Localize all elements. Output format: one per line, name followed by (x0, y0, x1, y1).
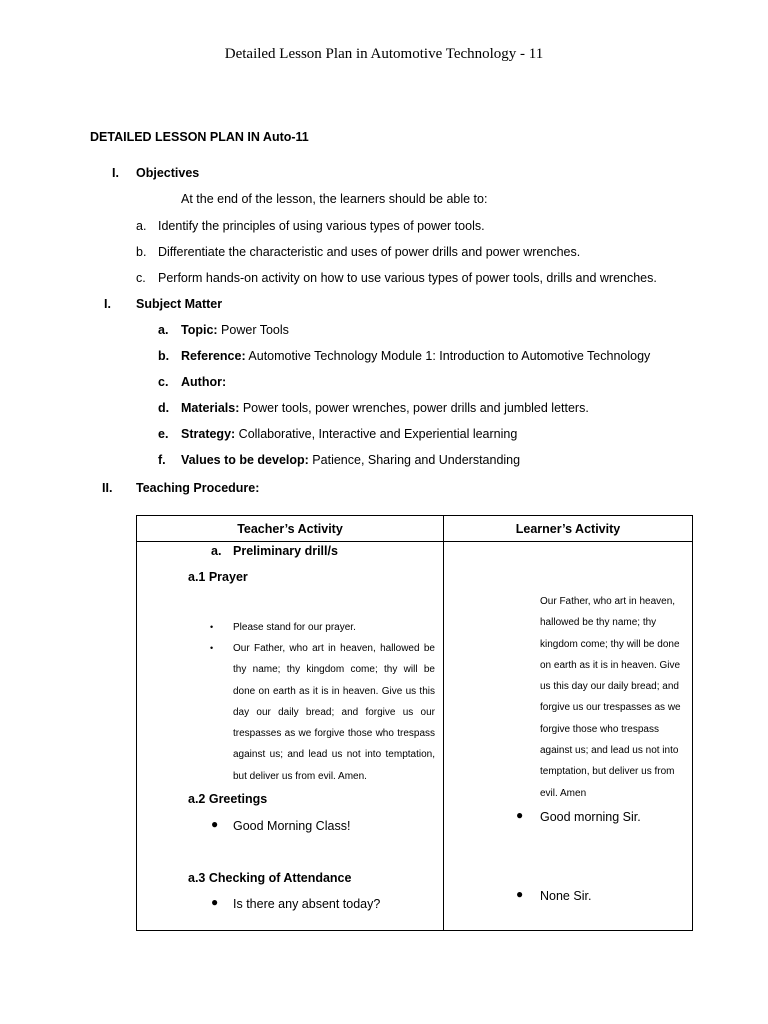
attendance-bullet: Is there any absent today? (233, 897, 381, 911)
objective-marker: b. (136, 245, 147, 259)
subject-label: Strategy: (181, 427, 236, 441)
bullet-icon: • (210, 622, 214, 632)
preliminary-heading: Preliminary drill/s (233, 544, 338, 558)
learner-prayer-text: Our Father, who art in heaven, hallowed be thy name; thy kingdom come; thy will be done on earth as it is in heaven. Give us this day our daily bread; and forgive us our trespasses as we forgive those who trespass against us; and lead us not into temptation, but deliver us from evil. Amen (540, 596, 681, 799)
page-header-title: Detailed Lesson Plan in Automotive Technology - 11 (224, 46, 544, 62)
subject-value: Collaborative, Interactive and Experiential learning (235, 427, 518, 441)
activity-table (136, 515, 693, 931)
subject-value: Power tools, power wrenches, power drills and jumbled letters. (239, 401, 589, 415)
bullet-icon: • (210, 643, 214, 653)
subject-marker: b. (158, 349, 170, 363)
subject-item-author (181, 375, 226, 389)
subject-label: Materials: (181, 401, 240, 415)
greetings-heading: a.2 Greetings (188, 792, 268, 806)
subject-label: Topic: (181, 323, 218, 337)
objectives-numeral: I. (112, 166, 119, 180)
subject-value: Power Tools (217, 323, 289, 337)
subject-matter-heading: Subject Matter (136, 297, 223, 311)
teacher-activity-cell (137, 542, 444, 931)
objective-item: Differentiate the characteristic and uses of power drills and power wrenches. (158, 245, 581, 259)
prayer-bullet-text: Our Father, who art in heaven, hallowed be thy name; thy kingdom come; thy will be done on earth as it is in heaven. Give us this day our daily bread; and forgive us our trespasses as we forgive those who trespass against us; and lead us not into temptation, but deliver us from evil. Amen. (233, 643, 435, 782)
learner-greeting-response: Good morning Sir. (540, 810, 641, 824)
subject-marker: a. (158, 323, 169, 337)
bullet-icon: ● (516, 887, 524, 901)
greeting-bullet: Good Morning Class! (233, 819, 351, 833)
teacher-activity-header: Teacher’s Activity (137, 516, 444, 542)
subject-value: Automotive Technology Module 1: Introduction to Automotive Technology (245, 349, 651, 363)
subject-label: Reference: (181, 349, 246, 363)
document-title: DETAILED LESSON PLAN IN Auto-11 (90, 130, 309, 144)
learner-activity-header: Learner’s Activity (444, 516, 693, 542)
subject-label: Values to be develop: (181, 453, 309, 467)
bullet-icon: ● (516, 808, 524, 822)
prayer-bullet-stand: Please stand for our prayer. (233, 622, 356, 633)
objective-item: Perform hands-on activity on how to use various types of power tools, drills and wrenches. (158, 271, 657, 285)
subject-item-strategy (181, 427, 517, 441)
objective-item: Identify the principles of using various types of power tools. (158, 219, 485, 233)
preliminary-marker: a. (211, 544, 222, 558)
learner-activity-cell (444, 542, 693, 931)
subject-value: Patience, Sharing and Understanding (308, 453, 521, 467)
subject-item-materials (181, 401, 589, 415)
teaching-procedure-heading: Teaching Procedure: (136, 481, 260, 495)
subject-label: Author: (181, 375, 227, 389)
objectives-intro: At the end of the lesson, the learners should be able to: (181, 192, 488, 206)
subject-item-values (181, 453, 520, 467)
subject-matter-numeral: I. (104, 297, 111, 311)
prayer-heading: a.1 Prayer (188, 570, 248, 584)
table-row (137, 542, 693, 931)
subject-item-topic (181, 323, 289, 337)
bullet-icon: ● (211, 895, 219, 909)
subject-marker: f. (158, 453, 166, 467)
objective-marker: c. (136, 271, 146, 285)
subject-item-reference (181, 349, 650, 363)
subject-marker: e. (158, 427, 169, 441)
objectives-heading: Objectives (136, 166, 200, 180)
subject-marker: c. (158, 375, 169, 389)
subject-marker: d. (158, 401, 170, 415)
attendance-heading: a.3 Checking of Attendance (188, 871, 352, 885)
learner-attendance-response: None Sir. (540, 889, 592, 903)
teaching-procedure-numeral: II. (102, 481, 113, 495)
bullet-icon: ● (211, 817, 219, 831)
objective-marker: a. (136, 219, 147, 233)
table-header-row (137, 516, 693, 542)
